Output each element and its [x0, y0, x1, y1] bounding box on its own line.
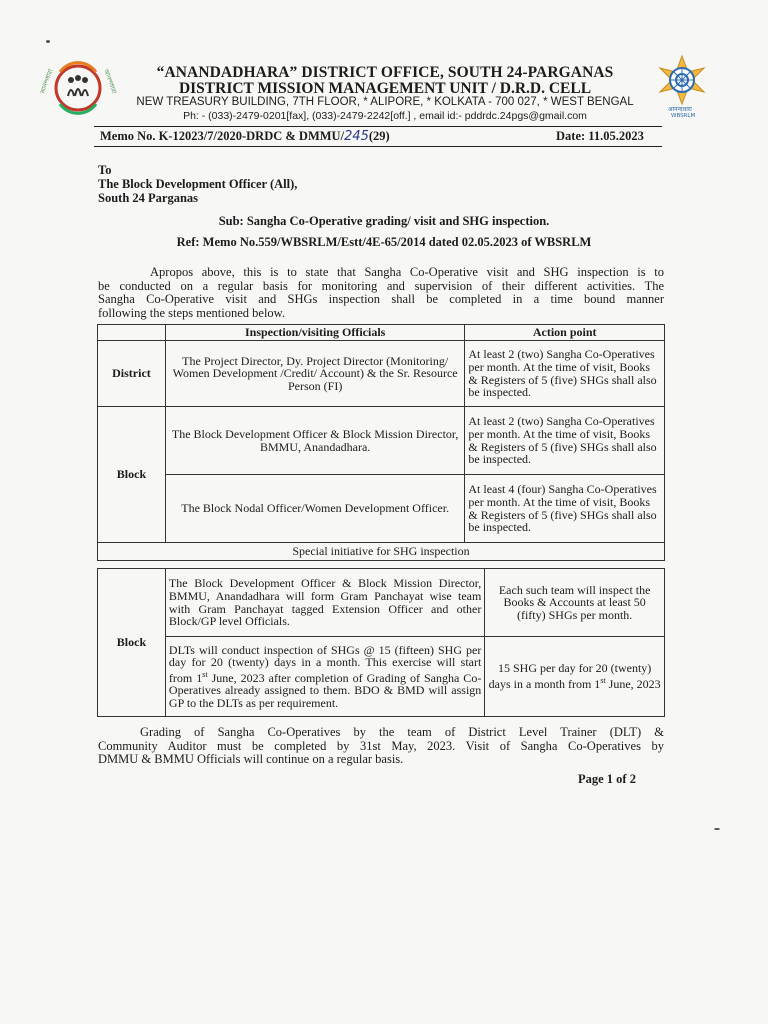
scan-speck: [46, 40, 50, 43]
intro-paragraph: [98, 266, 664, 320]
table-row: [98, 543, 665, 561]
closing-line: Community Auditor must be completed by 31st May, 2023. Visit of Sangha Co-Operatives by: [98, 738, 664, 753]
office-address: NEW TREASURY BUILDING, 7TH FLOOR, * ALIPORE, * KOLKATA - 700 027, * WEST BENGAL: [136, 96, 634, 108]
action-cell: 15 SHG per day for 20 (twenty) days in a month from 1st June, 2023: [485, 637, 665, 717]
intro-line: be conducted on a regular basis for monitoring and supervision of their different activities. The: [98, 278, 664, 293]
level-cell: Block: [98, 407, 166, 543]
action-cell: Each such team will inspect the Books & Accounts at least 50 (fifty) SHGs per month.: [485, 569, 665, 637]
closing-paragraph: [98, 726, 664, 767]
table-row: [98, 569, 665, 637]
office-title: “ANANDADHARA” DISTRICT OFFICE, SOUTH 24-PARGANAS: [156, 64, 614, 81]
addressee-to: To: [98, 163, 112, 177]
table-row: [98, 637, 665, 717]
reference-line: Ref: Memo No.559/WBSRLM/Estt/4E-65/2014 dated 02.05.2023 of WBSRLM: [176, 235, 592, 249]
officials-cell: The Block Development Officer & Block Mission Director, BMMU, Anandadhara.: [165, 407, 464, 475]
inspection-table: [97, 324, 665, 561]
subject-line: Sub: Sangha Co-Operative grading/ visit and SHG inspection.: [218, 214, 550, 228]
table-row: [98, 475, 665, 543]
table-header-officials: Inspection/visiting Officials: [165, 325, 464, 341]
wbsrlm-logo: [644, 52, 720, 118]
closing-line: DMMU & BMMU Officials will continue on a regular basis.: [98, 752, 404, 766]
unit-title: DISTRICT MISSION MANAGEMENT UNIT / D.R.D. CELL: [178, 80, 592, 97]
page-number: Page 1 of 2: [578, 772, 636, 786]
officials-cell: The Block Nodal Officer/Women Development Officer.: [165, 475, 464, 543]
special-initiative-heading: Special initiative for SHG inspection: [98, 543, 665, 561]
intro-line: Sangha Co-Operative visit and SHGs inspection shall be completed in a time bound manner: [98, 292, 664, 306]
scan-speck: [714, 828, 720, 830]
header-divider-bottom: [94, 146, 662, 147]
action-cell: At least 4 (four) Sangha Co-Operatives per month. At the time of visit, Books & Registers of 5 (five) SHGs shall also be inspected.: [465, 475, 665, 543]
table-header-action: Action point: [465, 325, 665, 341]
header-divider-top: [94, 126, 662, 127]
level-cell: District: [98, 341, 166, 407]
officials-cell: DLTs will conduct inspection of SHGs @ 15 (fifteen) SHG per day for 20 (twenty) days in a month. This exercise will start from 1st June, 2023 after completion of Grading of Sangha Co-Operatives already assigned to them. BDO & BMD will assign GP to the DLTs as per requirement.: [165, 637, 484, 717]
intro-line: following the steps mentioned below.: [98, 305, 286, 320]
officials-cell: The Project Director, Dy. Project Director (Monitoring/ Women Development /Credit/ Account) & the Sr. Resource Person (FI): [165, 341, 464, 407]
svg-text:WBSRLM: WBSRLM: [671, 113, 696, 118]
table-row: [98, 407, 665, 475]
table-row: [98, 341, 665, 407]
memo-number: Memo No. K-12023/7/2020-DRDC & DMMU/245(29): [100, 129, 390, 144]
anandadhara-logo: [38, 60, 122, 116]
table-header-row: [98, 325, 665, 341]
svg-text:आनन्दधारा: आनन्दधारा: [668, 106, 692, 113]
svg-text:আনন্দধারা: আনন্দধারা: [102, 68, 118, 95]
addressee-line1: The Block Development Officer (All),: [98, 177, 298, 191]
level-cell: Block: [98, 569, 166, 717]
office-contact: Ph: - (033)-2479-0201[fax], (033)-2479-2242[off.] , email id:- pddrdc.24pgs@gmail.com: [183, 110, 587, 122]
action-cell: At least 2 (two) Sangha Co-Operatives per month. At the time of visit, Books & Registers of 5 (five) SHGs shall also be inspected.: [465, 341, 665, 407]
memo-date: Date: 11.05.2023: [556, 129, 644, 143]
action-cell: At least 2 (two) Sangha Co-Operatives per month. At the time of visit, Books & Registers of 5 (five) SHGs shall also be inspected.: [465, 407, 665, 475]
addressee-line2: South 24 Parganas: [98, 191, 199, 205]
table-header-blank: [98, 325, 166, 341]
officials-cell: The Block Development Officer & Block Mission Director, BMMU, Anandadhara will form Gram Panchayat wise team with Gram Panchayat tagged Extension Officer and other Block/GP level Officials.: [165, 569, 484, 637]
handwritten-memo-serial: 245: [344, 129, 369, 144]
closing-line: Grading of Sangha Co-Operatives by the team of District Level Trainer (DLT) &: [140, 725, 664, 739]
svg-text:আনন্দধারা: আনন্দধারা: [39, 68, 55, 95]
intro-line: Apropos above, this is to state that Sangha Co-Operative visit and SHG inspection is to: [150, 265, 664, 279]
special-inspection-table: [97, 568, 665, 717]
